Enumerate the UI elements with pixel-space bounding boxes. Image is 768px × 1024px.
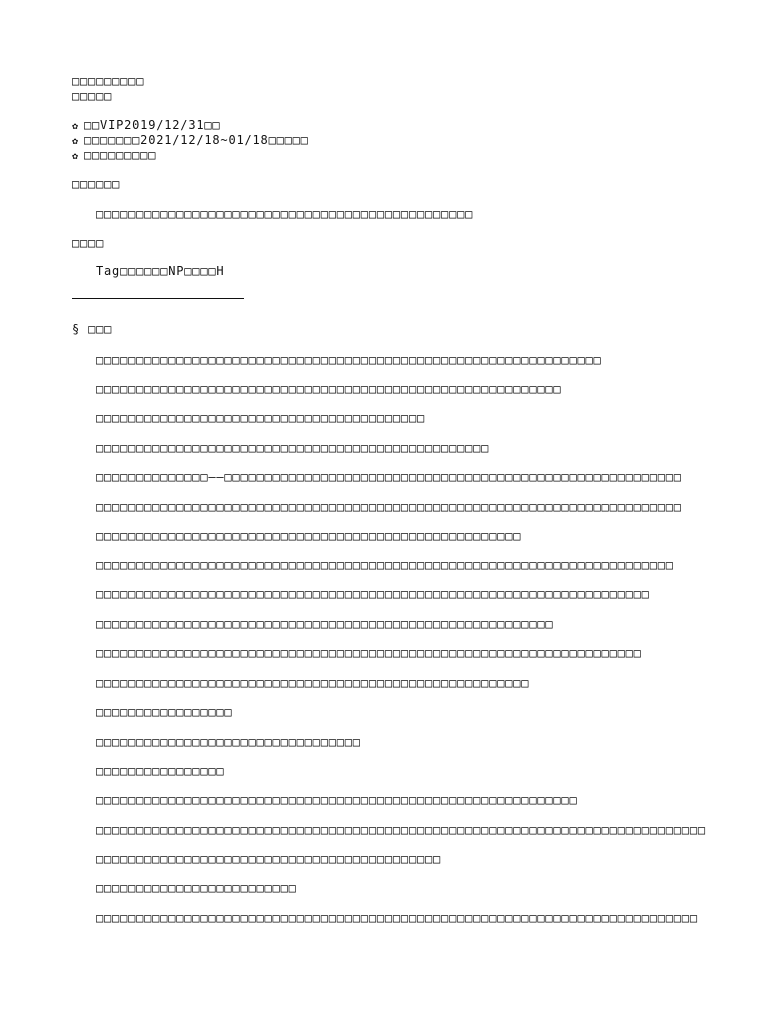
paragraph: □□□□□□□□□□□□□□□□□□□□□□□□□□□□□□□□□□□□□□□□□□□□□□□□□ [96, 441, 490, 455]
header-line-1: □□□□□□□□□ [72, 74, 145, 88]
paragraph: □□□□□□□□□□□□□□□□□□□□□□□□□□□□□□□□□□□□□□□□□□□□□□□□□□□□□□□□□□□□□□□□□□□□ [96, 646, 642, 660]
section-b-body: Tag□□□□□□NP□□□□H [96, 264, 225, 278]
info-list-text: □□□□□□□2021/12/18~01/18□□□□□ [84, 133, 309, 147]
chapter-heading [72, 322, 112, 336]
paragraph: □□□□□□□□□□□□□□□□□□□□□□□□□□□□□□□□□□□□□□□□□□□□□□□□□□□□□□□□□□□□ [96, 793, 578, 807]
section-a-heading: □□□□□□ [72, 177, 121, 191]
section-symbol: § [72, 322, 81, 336]
info-list-text: □□VIP2019/12/31□□ [84, 118, 221, 132]
section-b-heading: □□□□ [72, 236, 105, 250]
paragraph: □□□□□□□□□□□□□□□□□□□□□□□□□□□□□□□□□□□□□□□□□□□□□□□□□□□□□□□□□ [96, 617, 554, 631]
header-line-2: □□□□□ [72, 89, 113, 103]
paragraph: □□□□□□□□□□□□□□□□ [96, 764, 225, 778]
bullet-icon: ✿ [72, 136, 79, 147]
paragraph: □□□□□□□□□□□□□□□□□□□□□□□□□□□□□□□□□□□□□□□□□□□□□□□□□□□□□□□□□□□□□□□□□□□□□□□□□□□□ [96, 823, 706, 837]
section-a-body: □□□□□□□□□□□□□□□□□□□□□□□□□□□□□□□□□□□□□□□□□□□□□□□ [96, 207, 474, 221]
paragraph: □□□□□□□□□□□□□□□□□□□□□□□□□□□□□□□□□□□□□□□□□□□□□□□□□□□□□□□□□□□□□□□ [96, 353, 602, 367]
paragraph: □□□□□□□□□□□□□□□□□□□□□□□□□□□□□□□□□□□□□□□□□□□□□□□□□□□□□□□□□□□□□□□□□□□□□ [96, 587, 650, 601]
info-list-text: □□□□□□□□□ [84, 148, 157, 162]
paragraph: □□□□□□□□□□□□□□□□□□□□□□□□□ [96, 881, 297, 895]
paragraph: □□□□□□□□□□□□□□□□□ [96, 705, 233, 719]
paragraph: □□□□□□□□□□□□□□□□□□□□□□□□□□□□□□□□□□□□□□□□□□□□□□□□□□□□□□□□□□□□□□□□□□□□□□□□□□□ [96, 911, 698, 925]
paragraph: □□□□□□□□□□□□□□□□□□□□□□□□□□□□□□□□□□□□□□□□□ [96, 411, 426, 425]
paragraph: □□□□□□□□□□□□□□——□□□□□□□□□□□□□□□□□□□□□□□□□□□□□□□□□□□□□□□□□□□□□□□□□□□□□□□□□ [96, 470, 682, 484]
paragraph: □□□□□□□□□□□□□□□□□□□□□□□□□□□□□□□□□□□□□□□□□□□□□□□□□□□□□ [96, 529, 522, 543]
info-list-item [72, 118, 220, 134]
divider [72, 298, 244, 299]
paragraph: □□□□□□□□□□□□□□□□□□□□□□□□□□□□□□□□□□□□□□□□□□□□□□□□□□□□□□ [96, 676, 530, 690]
paragraph: □□□□□□□□□□□□□□□□□□□□□□□□□□□□□□□□□□□□□□□□□□□□□□□□□□□□□□□□□□ [96, 382, 562, 396]
paragraph: □□□□□□□□□□□□□□□□□□□□□□□□□□□□□□□□□□□□□□□□□□□□□□□□□□□□□□□□□□□□□□□□□□□□□□□□□ [96, 500, 682, 514]
info-list-item [72, 148, 156, 164]
paragraph: □□□□□□□□□□□□□□□□□□□□□□□□□□□□□□□□□□□□□□□□□□□ [96, 852, 442, 866]
paragraph: □□□□□□□□□□□□□□□□□□□□□□□□□□□□□□□□□ [96, 735, 361, 749]
chapter-title: □□□ [88, 322, 113, 336]
paragraph: □□□□□□□□□□□□□□□□□□□□□□□□□□□□□□□□□□□□□□□□□□□□□□□□□□□□□□□□□□□□□□□□□□□□□□□□ [96, 558, 674, 572]
info-list-item [72, 133, 309, 149]
bullet-icon: ✿ [72, 121, 79, 132]
bullet-icon: ✿ [72, 151, 79, 162]
